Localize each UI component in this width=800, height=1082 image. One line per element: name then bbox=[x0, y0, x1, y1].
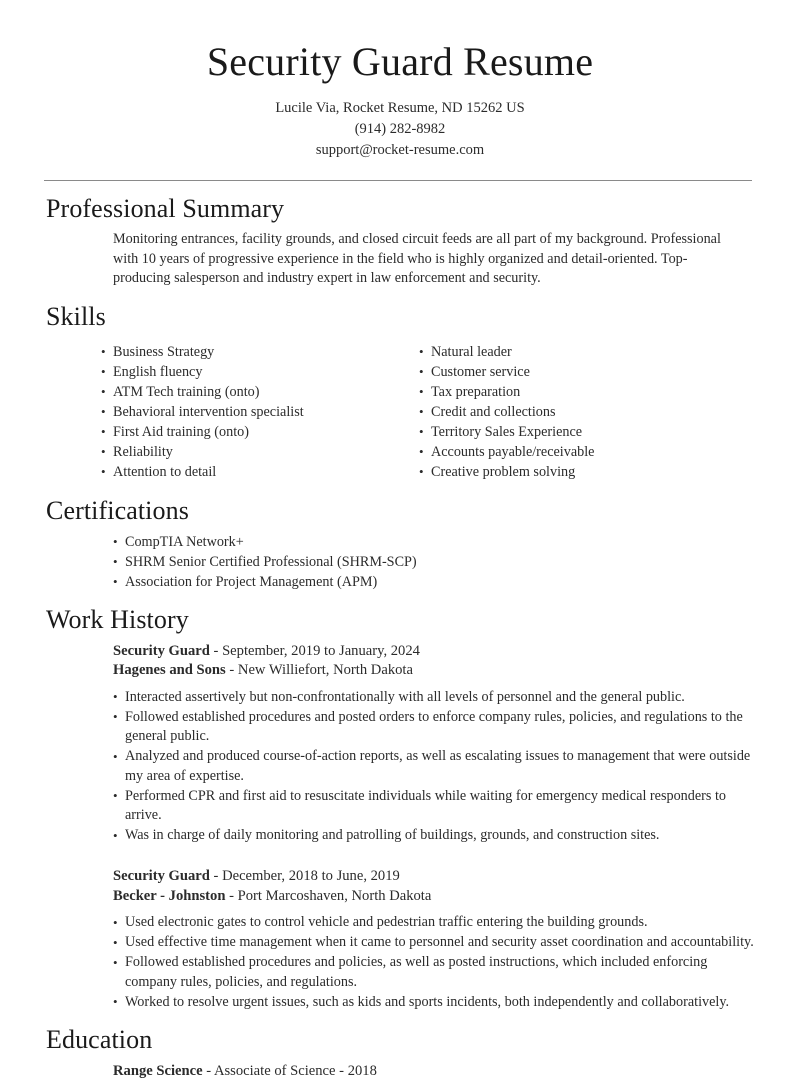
list-item: • SHRM Senior Certified Professional (SHRM-SCP) bbox=[113, 553, 753, 573]
list-item: • Behavioral intervention specialist bbox=[101, 403, 419, 423]
section-heading-work-history: Work History bbox=[46, 605, 189, 635]
list-item: • Followed established procedures and policies, as well as posted instructions, which included enforcing company rules, policies, and regulations. bbox=[113, 953, 756, 992]
job-dates: September, 2019 to January, 2024 bbox=[222, 642, 420, 659]
list-item: • ATM Tech training (onto) bbox=[101, 383, 419, 403]
list-item: • Business Strategy bbox=[101, 343, 419, 363]
page-title: Security Guard Resume bbox=[206, 39, 594, 84]
work-history-body bbox=[44, 642, 756, 1013]
education-year: 2018 bbox=[347, 1063, 377, 1080]
section-education bbox=[44, 1022, 756, 1082]
list-item: • Analyzed and produced course-of-action reports, as well as escalating issues to management that were outside my area of expertise. bbox=[113, 747, 756, 786]
education-entry: Range Science - Associate of Science - 2018 bbox=[113, 1063, 377, 1080]
work-history-entry bbox=[113, 642, 756, 846]
job-responsibilities-list bbox=[113, 688, 756, 846]
list-item: • Attention to detail bbox=[101, 463, 419, 483]
list-item: • Credit and collections bbox=[419, 403, 737, 423]
section-heading-education: Education bbox=[46, 1025, 153, 1055]
skills-list-right bbox=[419, 343, 737, 483]
list-item: • First Aid training (onto) bbox=[101, 423, 419, 443]
job-dates: December, 2018 to June, 2019 bbox=[222, 868, 400, 885]
education-program: Range Science bbox=[113, 1063, 203, 1080]
list-item: • Customer service bbox=[419, 363, 737, 383]
job-company-line: Hagenes and Sons - New Williefort, North Dakota bbox=[113, 662, 413, 679]
list-item: • Used effective time management when it came to personnel and security asset coordination and accountability. bbox=[113, 933, 756, 953]
certifications-list bbox=[113, 533, 753, 593]
job-company-line: Becker - Johnston - Port Marcoshaven, North Dakota bbox=[113, 887, 432, 904]
job-title: Security Guard bbox=[113, 868, 210, 885]
list-item: • Worked to resolve urgent issues, such as kids and sports incidents, both independently and collaboratively. bbox=[113, 993, 756, 1013]
job-company: Hagenes and Sons bbox=[113, 662, 226, 679]
skills-list-left bbox=[101, 343, 419, 483]
section-certifications bbox=[44, 493, 756, 593]
contact-address: Lucile Via, Rocket Resume, ND 15262 US bbox=[275, 100, 525, 117]
job-location: New Williefort, North Dakota bbox=[237, 662, 413, 679]
job-company: Becker - Johnston bbox=[113, 887, 226, 904]
job-title: Security Guard bbox=[113, 642, 210, 659]
list-item: • Creative problem solving bbox=[419, 463, 737, 483]
section-skills bbox=[44, 299, 756, 483]
section-work-history bbox=[44, 602, 756, 1012]
list-item: • Followed established procedures and posted orders to enforce company rules, policies, and regulations to the general public. bbox=[113, 708, 756, 747]
education-body bbox=[44, 1062, 756, 1082]
list-item: • Reliability bbox=[101, 443, 419, 463]
list-item: • Accounts payable/receivable bbox=[419, 443, 737, 463]
list-item: • Interacted assertively but non-confrontationally with all levels of personnel and the general public. bbox=[113, 688, 756, 708]
list-item: • English fluency bbox=[101, 363, 419, 383]
contact-phone: (914) 282-8982 bbox=[354, 121, 446, 138]
professional-summary-body bbox=[44, 230, 756, 289]
list-item: • Territory Sales Experience bbox=[419, 423, 737, 443]
skills-column-right bbox=[419, 338, 737, 483]
header-divider bbox=[44, 180, 752, 181]
education-degree: Associate of Science bbox=[213, 1063, 336, 1080]
section-professional-summary bbox=[44, 191, 756, 289]
job-title-line: Security Guard - December, 2018 to June, 2019 bbox=[113, 868, 400, 885]
skills-column-left bbox=[101, 338, 419, 483]
list-item: • Was in charge of daily monitoring and patrolling of buildings, grounds, and construction sites. bbox=[113, 826, 756, 846]
list-item: • Tax preparation bbox=[419, 383, 737, 403]
professional-summary-text: Monitoring entrances, facility grounds, and closed circuit feeds are all part of my background. Professional with 10 years of progressive experience in the field who is highly organized and detail-oriented. Top-producing salesperson and industry expert in law enforcement and security. bbox=[113, 231, 721, 287]
contact-info bbox=[44, 98, 756, 161]
certifications-body bbox=[44, 533, 756, 593]
job-responsibilities-list bbox=[113, 913, 756, 1012]
contact-email: support@rocket-resume.com bbox=[315, 142, 485, 159]
section-heading-skills: Skills bbox=[46, 301, 106, 331]
list-item: • Association for Project Management (APM) bbox=[113, 573, 753, 593]
job-location: Port Marcoshaven, North Dakota bbox=[237, 887, 432, 904]
job-title-line: Security Guard - September, 2019 to January, 2024 bbox=[113, 642, 420, 659]
list-item: • Performed CPR and first aid to resuscitate individuals while waiting for emergency medical responders to arrive. bbox=[113, 787, 756, 826]
list-item: • Natural leader bbox=[419, 343, 737, 363]
work-history-entry bbox=[113, 867, 756, 1012]
list-item: • Used electronic gates to control vehicle and pedestrian traffic entering the building grounds. bbox=[113, 913, 756, 933]
section-heading-professional-summary: Professional Summary bbox=[46, 194, 285, 224]
list-item: • CompTIA Network+ bbox=[113, 533, 753, 553]
section-heading-certifications: Certifications bbox=[46, 495, 189, 525]
job-spacer bbox=[113, 846, 756, 859]
skills-columns bbox=[44, 338, 756, 483]
